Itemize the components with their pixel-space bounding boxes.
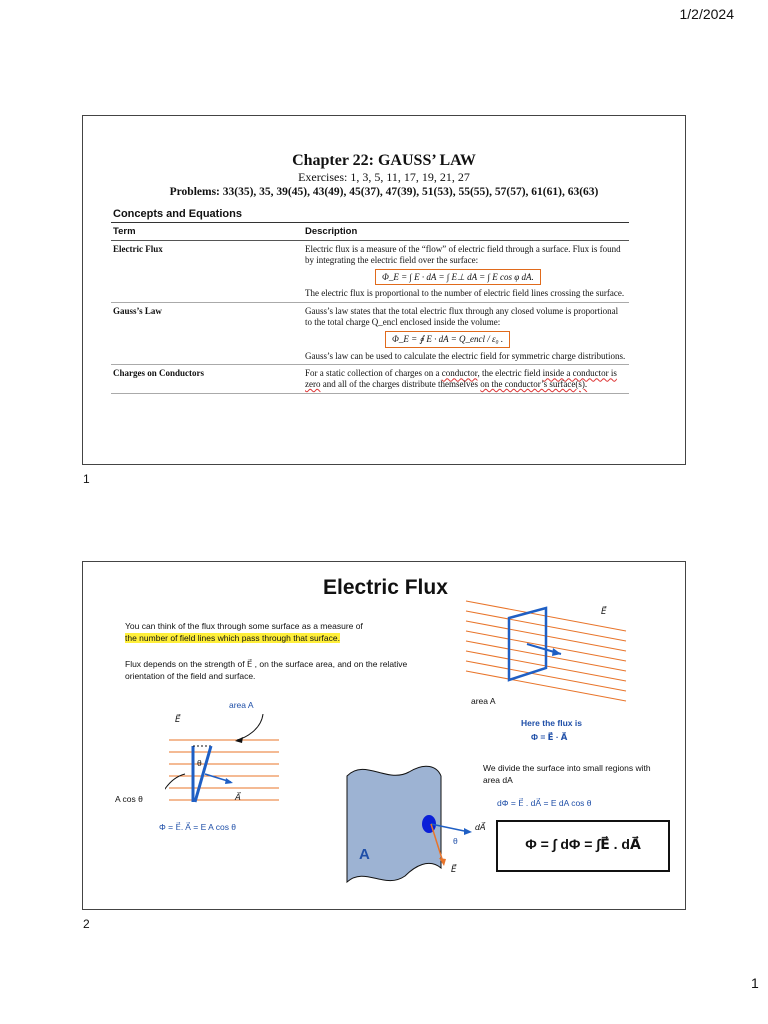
description-cell — [303, 241, 629, 303]
here-flux-text: Here the flux is — [521, 718, 582, 728]
tilted-area-diagram — [165, 710, 285, 820]
page-number: 1 — [751, 975, 759, 991]
depends-text: Flux depends on the strength of E⃗ , on the surface area, and on the relative orientation of the field and surface. — [125, 659, 408, 682]
term-cell: Electric Flux — [111, 241, 303, 303]
underlined-text: on the conductor’s surface(s). — [480, 379, 588, 390]
section-heading: Concepts and Equations — [113, 208, 242, 220]
da-label: dA⃗ — [475, 822, 486, 832]
left-e-label: E⃗ — [175, 714, 181, 724]
description-cell — [303, 303, 629, 365]
chapter-title: Chapter 22: GAUSS’ LAW — [292, 152, 476, 169]
slide-1-number: 1 — [83, 472, 90, 486]
surface-diagram — [345, 762, 485, 890]
table-row — [111, 303, 629, 365]
table-row — [111, 241, 629, 303]
dphi-equation: dΦ = E⃗ . dA⃗ = E dA cos θ — [497, 798, 592, 808]
column-header-description: Description — [303, 223, 629, 241]
description-text: , the electric field — [477, 368, 541, 379]
gauss-equation: Φ_E = ∮ E · dA = Q_encl / ε₀ . — [385, 331, 510, 348]
area-a-label: area A — [229, 700, 254, 710]
slide-2 — [82, 561, 686, 910]
surface-theta-label: θ — [453, 836, 458, 846]
exercises-line: Exercises: 1, 3, 5, 11, 17, 19, 21, 27 — [298, 170, 470, 184]
slide-2-number: 2 — [83, 917, 90, 931]
concepts-table — [111, 222, 629, 394]
highlighted-text: the number of field lines which pass through that surface. — [125, 633, 340, 644]
e-field-label: E⃗ — [601, 606, 607, 616]
description-cell — [303, 365, 629, 394]
description-text: The electric flux is proportional to the number of electric field lines crossing the surface. — [305, 288, 625, 299]
slide-title: Electric Flux — [323, 576, 448, 599]
surface-e-label: E⃗ — [451, 864, 457, 874]
description-text: Gauss’s law can be used to calculate the electric field for symmetric charge distributions. — [305, 350, 626, 361]
slide-1 — [82, 115, 686, 465]
underlined-text: conductor — [441, 368, 478, 379]
surface-a-label: A — [359, 846, 370, 863]
date-header: 1/2/2024 — [679, 6, 734, 22]
intro-text — [125, 620, 425, 645]
integral-equation-box: Φ = ∫ dΦ = ∫E⃗ . dA⃗ — [496, 820, 670, 872]
intro-line: You can think of the flux through some surface as a measure of — [125, 621, 363, 631]
term-cell: Charges on Conductors — [111, 365, 303, 394]
description-text: For a static collection of charges on a — [305, 368, 440, 379]
here-flux-equation: Φ = E⃗ · A⃗ — [531, 732, 568, 742]
description-text: Gauss’s law states that the total electric flux through any closed volume is proportional to the total charge Q_encl enclosed inside the volume: — [305, 306, 619, 327]
flux-equation-left: Φ = E⃗. A⃗ = E A cos θ — [159, 822, 237, 832]
description-text: Electric flux is a measure of the “flow” of electric field through a surface. Flux is found by integrating the electric field over the surface: — [305, 244, 621, 265]
column-header-term: Term — [111, 223, 303, 241]
divide-text: We divide the surface into small regions with area dA — [483, 763, 651, 786]
area-label: area A — [471, 696, 496, 706]
theta-label: θ — [197, 758, 202, 768]
term-cell: Gauss’s Law — [111, 303, 303, 365]
problems-line: Problems: 33(35), 35, 39(45), 43(49), 45(37), 47(39), 51(53), 55(55), 57(57), 61(61), 63(63) — [169, 186, 599, 198]
description-text: and all of the charges distribute themselves — [322, 379, 479, 390]
underlined-text: inside a conductor is zero — [305, 368, 617, 390]
table-row — [111, 365, 629, 394]
a-vector-label: A⃗ — [235, 792, 241, 802]
a-cos-label: A cos θ — [115, 794, 143, 804]
flux-equation: Φ_E = ∫ E · dA = ∫ E⊥ dA = ∫ E cos φ dA. — [375, 269, 541, 286]
